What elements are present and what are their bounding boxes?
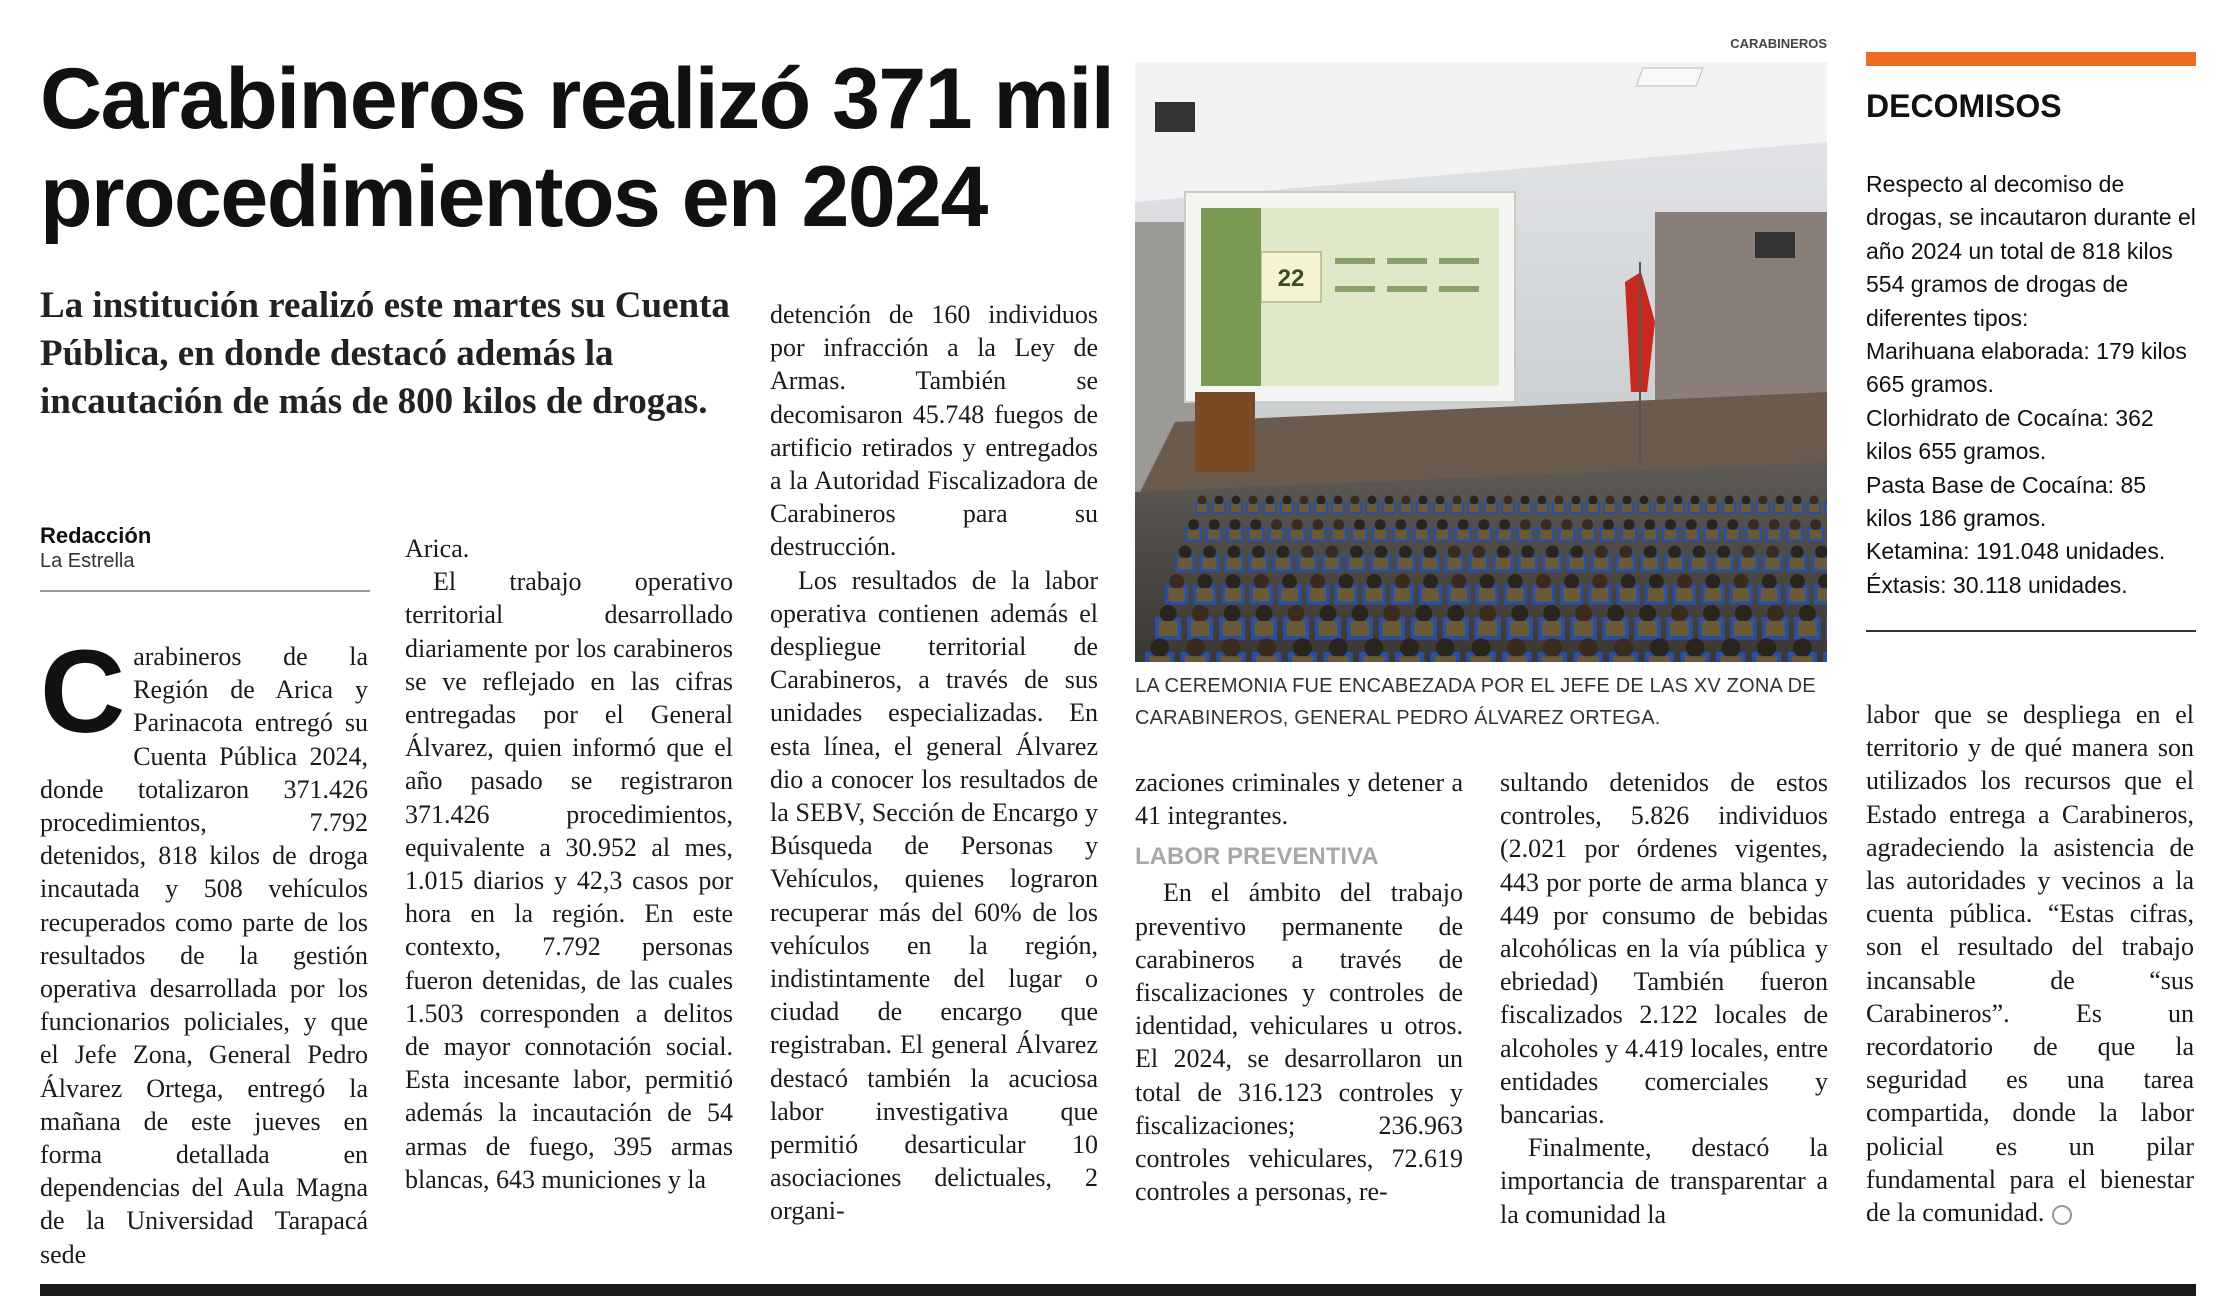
sidebar-divider (1866, 630, 2196, 632)
dropcap: C (40, 626, 126, 758)
photo-credit: CARABINEROS (1730, 36, 1827, 51)
body-column-3 (770, 298, 1098, 1228)
podium (1195, 392, 1255, 472)
deck: La institución realizó este martes su Cuenta Pública, en donde destacó además la incautación de más de 800 kilos de drogas. (40, 285, 730, 422)
end-mark-icon (2052, 1205, 2072, 1225)
body-paragraph (1866, 698, 2194, 1229)
byline-outlet: La Estrella (40, 550, 135, 572)
body-paragraph: sultando detenidos de estos controles, 5.826 individuos (2.021 por órdenes vigentes, 443 por porte de arma blanca y 449 por consumo de bebidas alcohólicas en la vía pública y ebriedad) También fueron fiscalizados 2.122 locales de alcoholes y 4.419 locales, entre entidades comerciales y bancarias. (1500, 768, 1828, 1130)
body-column-2 (405, 532, 733, 1196)
page-bottom-bar (40, 1284, 2196, 1296)
sidebar-item: Éxtasis: 30.118 unidades. (1866, 571, 2128, 598)
body-column-6 (1866, 698, 2194, 1229)
body-paragraph: detención de 160 individuos por infracción a la Ley de Armas. También se decomisaron 45.748 fuegos de artificio retirados y entregados a la Autoridad Fiscalizadora de Carabineros para su destrucción. (770, 300, 1098, 562)
byline-divider (40, 590, 370, 592)
body-paragraph: Los resultados de la labor operativa contienen además el despliegue territorial de Carabineros, a través de sus unidades especializadas. En esta línea, el general Álvarez dio a conocer los resultados de la SEBV, Sección de Encargo y Búsqueda de Personas y Vehículos, quienes lograron recuperar más del 60% de los vehículos en la región, indistintamente del lugar o ciudad de encargo que registraban. El general Álvarez destacó también la acuciosa labor investigativa que permitió desarticular 10 asociaciones delictuales, 2 organi- (770, 565, 1098, 1226)
body-paragraph: El trabajo operativo territorial desarrollado diariamente por los carabineros se ve reflejado en las cifras entregadas por el General Álvarez, quien informó que el año pasado se registraron 371.426 procedimientos, equivalente a 30.952 al mes, 1.015 diarios y 42,3 casos por hora en la región. En este contexto, 7.792 personas fueron detenidas, de las cuales 1.503 corresponden a delitos de mayor connotación social. Esta incesante labor, permitió además la incautación de 54 armas de fuego, 395 armas blancas, 643 municiones y la (405, 567, 733, 1194)
headline: Carabineros realizó 371 mil procedimientos en 2024 (40, 51, 1114, 245)
body-paragraph: Finalmente, destacó la importancia de transparentar a la comunidad la (1500, 1133, 1828, 1229)
sidebar-item: Pasta Base de Cocaína: 85 kilos 186 gramos. (1866, 471, 2147, 532)
body-column-1 (40, 626, 368, 1271)
screen-number: 22 (1277, 265, 1305, 292)
sidebar-body (1866, 168, 2196, 602)
body-paragraph: zaciones criminales y detener a 41 integrantes. (1135, 768, 1463, 831)
body-text: labor que se despliega en el territorio y de qué manera son utilizados los recursos que el Estado entrega a Carabineros, agradeciendo la asistencia de las autoridades y vecinos a la cuenta pública. “Estas cifras, son el resultado del trabajo incansable de “sus Carabineros”. Es un recordatorio de que la seguridad es una tarea compartida, donde la labor policial es un pilar fundamental para el bienestar de la comunidad. (1866, 700, 2194, 1228)
sidebar-title: DECOMISOS (1866, 88, 2062, 124)
body-paragraph: arabineros de la Región de Arica y Parinacota entregó su Cuenta Pública 2024, donde totalizaron 371.426 procedimientos, 7.792 detenidos, 818 kilos de droga incautada y 508 vehículos recuperados como parte de los resultados de la gestión operativa desarrollada por los funcionarios policiales, y que el Jefe Zona, General Pedro Álvarez Ortega, entregó la mañana de este jueves en forma detallada en dependencias del Aula Magna de la Universidad Tarapacá sede (40, 642, 368, 1269)
photo-caption: LA CEREMONIA FUE ENCABEZADA POR EL JEFE DE LAS XV ZONA DE CARABINEROS, GENERAL PEDRO ÁLVAREZ ORTEGA. (1135, 675, 1816, 729)
sidebar-intro: Respecto al decomiso de drogas, se incautaron durante el año 2024 un total de 818 kilos 554 gramos de drogas de diferentes tipos: (1866, 171, 2196, 331)
sidebar-item: Ketamina: 191.048 unidades. (1866, 538, 2166, 565)
body-paragraph: En el ámbito del trabajo preventivo permanente de carabineros a través de fiscalizaciones y controles de identidad, vehiculares u otros. El 2024, se desarrollaron un total de 316.123 controles y fiscalizaciones; 236.963 controles vehiculares, 72.619 controles a personas, re- (1135, 878, 1463, 1207)
body-column-5 (1500, 766, 1828, 1231)
body-paragraph: Arica. (405, 534, 470, 563)
ceremony-photo (1135, 62, 1827, 662)
sidebar-item: Marihuana elaborada: 179 kilos 665 gramos. (1866, 338, 2187, 398)
byline (40, 523, 370, 573)
sidebar-accent-bar (1866, 52, 2196, 66)
sidebar-item: Clorhidrato de Cocaína: 362 kilos 655 gramos. (1866, 404, 2154, 465)
body-column-4 (1135, 766, 1463, 1208)
section-subhead: LABOR PREVENTIVA (1135, 843, 1379, 871)
byline-author: Redacción (40, 523, 152, 548)
auditorium-illustration (1135, 62, 1827, 662)
